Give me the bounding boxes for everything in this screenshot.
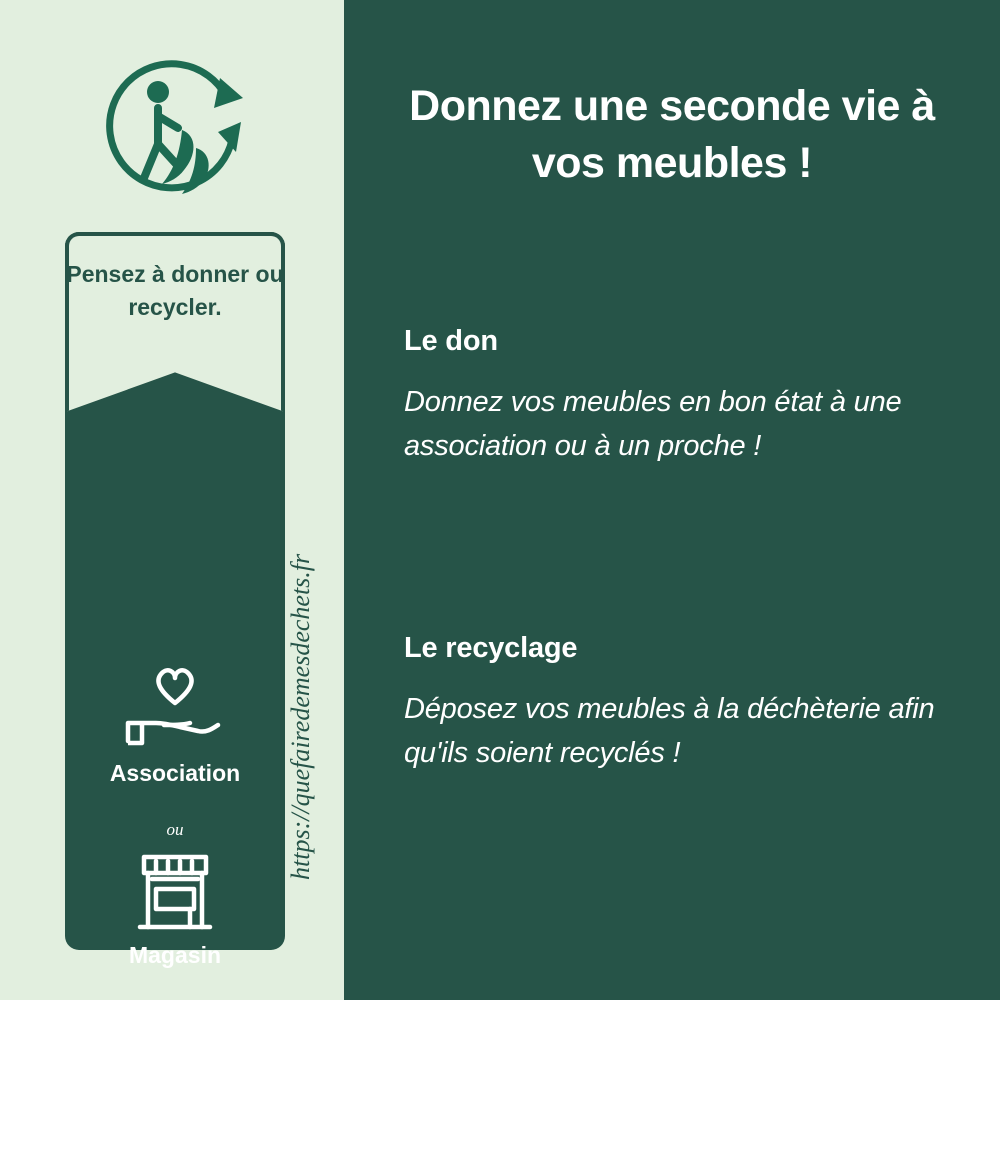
option-magasin[interactable] [65, 844, 285, 969]
shop-icon [65, 844, 285, 936]
waste-drop-icon [65, 1024, 285, 1116]
recycling-person-icon [100, 52, 252, 204]
options-ribbon [65, 232, 285, 1148]
separator-ou: ou [166, 1002, 184, 1021]
option-label: Déchèterie [116, 1122, 234, 1148]
section-recyclage [404, 632, 949, 775]
option-dechetterie[interactable] [65, 1024, 285, 1149]
banner-text: Pensez à donner ou recycler. [66, 261, 284, 320]
section-don [404, 325, 949, 468]
content-panel [344, 0, 1000, 1000]
page-title: Donnez une seconde vie à vos meubles ! [409, 82, 935, 188]
section-title: Le don [404, 325, 498, 357]
section-body: Déposez vos meubles à la déchèterie afin qu'ils soient recyclés ! [404, 693, 935, 770]
hand-heart-icon [65, 662, 285, 754]
separator-ou: ou [166, 820, 184, 839]
website-url[interactable]: https://quefairedemesdechets.fr [286, 553, 315, 880]
option-association[interactable] [65, 662, 285, 787]
section-body: Donnez vos meubles en bon état à une association ou à un proche ! [404, 386, 902, 463]
section-title: Le recyclage [404, 632, 578, 664]
banner [65, 232, 285, 412]
sidebar-panel [0, 0, 344, 1148]
option-label: Association [109, 760, 241, 786]
option-label: Magasin [128, 942, 222, 968]
